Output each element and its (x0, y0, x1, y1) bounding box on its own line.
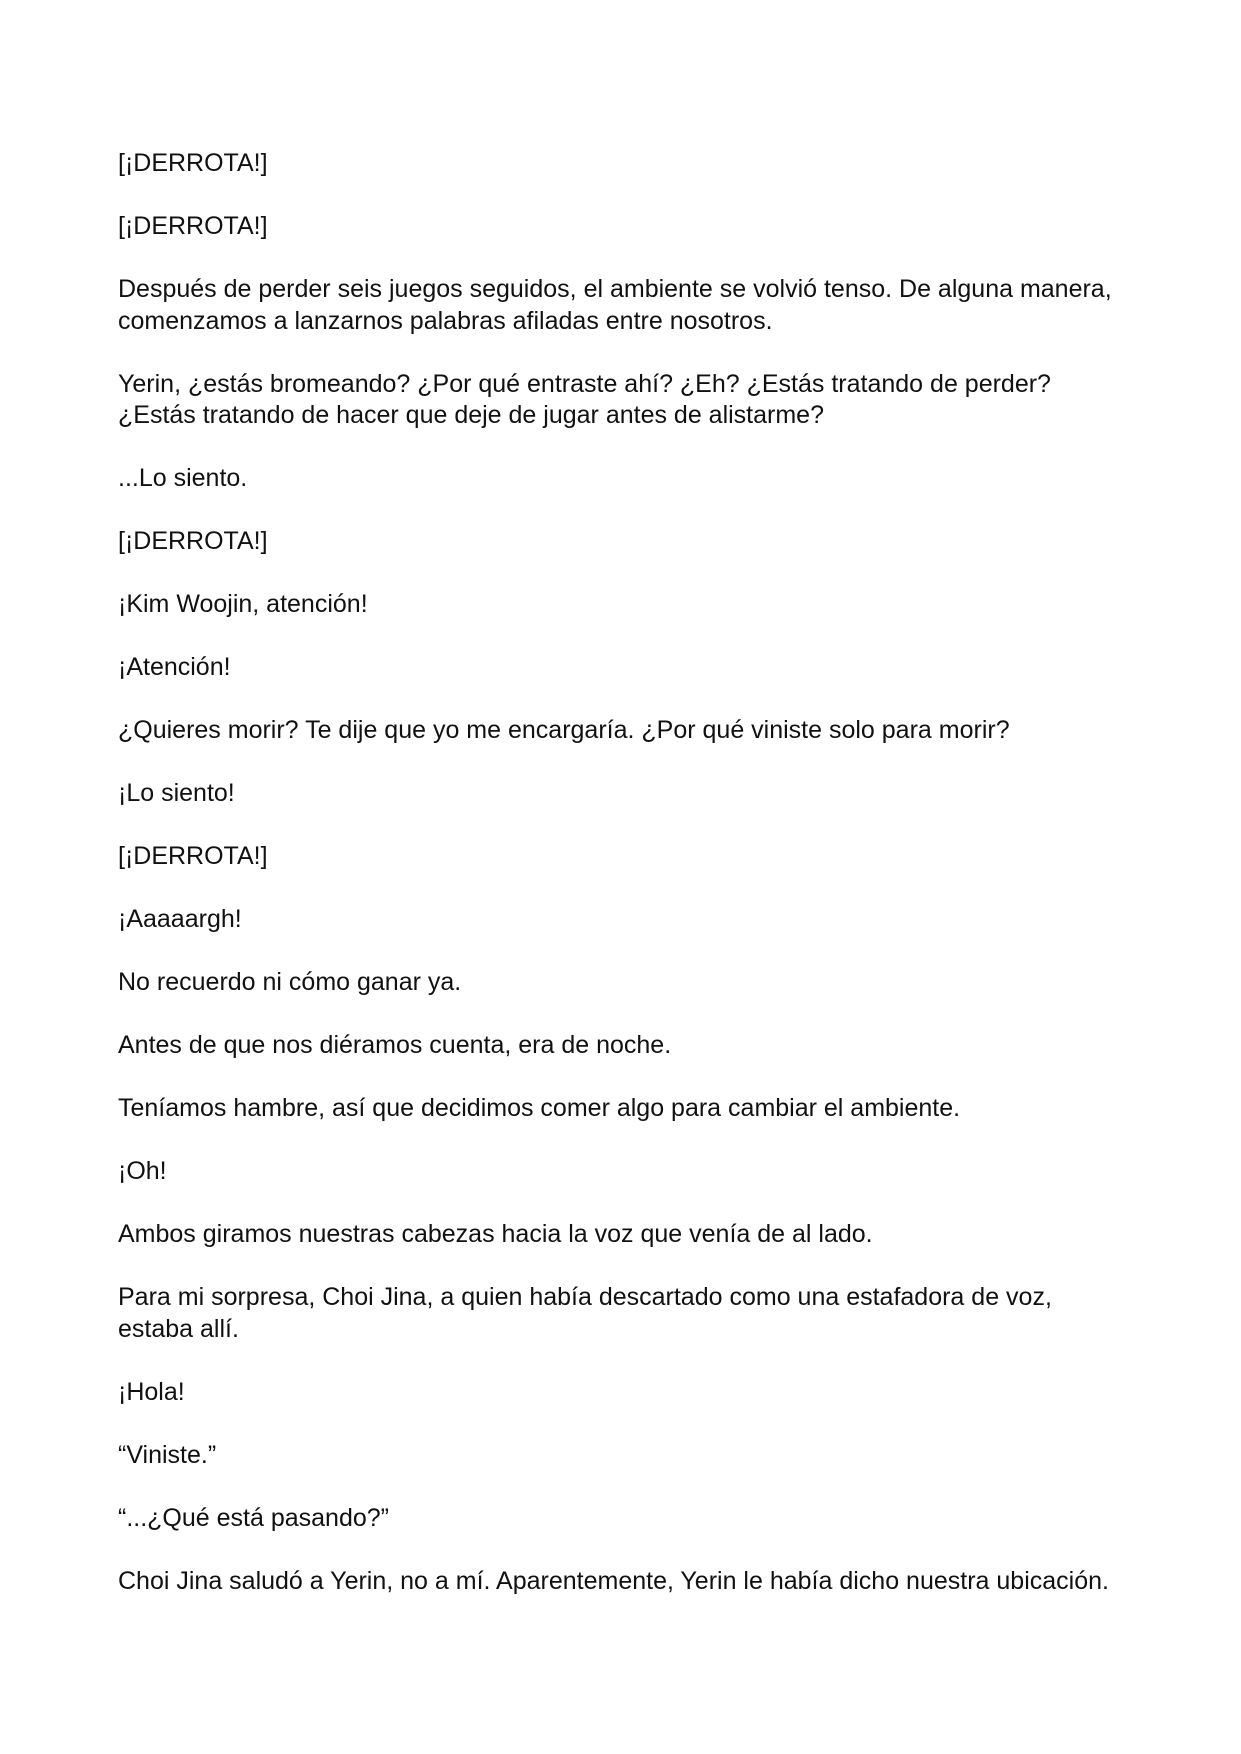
paragraph: ¡Oh! (118, 1157, 167, 1185)
paragraph: Teníamos hambre, así que decidimos comer algo para cambiar el ambiente. (118, 1094, 961, 1122)
paragraph: [¡DERROTA!] (118, 212, 268, 240)
paragraph: ¿Quieres morir? Te dije que yo me encargaría. ¿Por qué viniste solo para morir? (118, 716, 1010, 744)
paragraph: [¡DERROTA!] (118, 842, 268, 870)
paragraph: Ambos giramos nuestras cabezas hacia la voz que venía de al lado. (118, 1220, 873, 1248)
paragraph: “Viniste.” (118, 1440, 217, 1469)
paragraph: ¡Lo siento! (118, 779, 235, 807)
paragraph: Choi Jina saludó a Yerin, no a mí. Aparentemente, Yerin le había dicho nuestra ubicación. (118, 1566, 1109, 1595)
paragraph: [¡DERROTA!] (118, 527, 268, 555)
paragraph: [¡DERROTA!] (118, 149, 268, 177)
paragraph: ¡Kim Woojin, atención! (118, 590, 368, 618)
paragraph: ...Lo siento. (118, 464, 248, 492)
paragraph: ¡Atención! (118, 653, 231, 681)
paragraph: ¡Aaaaargh! (118, 905, 242, 933)
paragraph: No recuerdo ni cómo ganar ya. (118, 968, 462, 996)
paragraph: ¡Hola! (118, 1377, 185, 1406)
paragraph: “...¿Qué está pasando?” (118, 1503, 389, 1532)
paragraph: Yerin, ¿estás bromeando? ¿Por qué entraste ahí? ¿Eh? ¿Estás tratando de perder? ¿Estás tratando de hacer que deje de jugar antes de alistarme? (118, 369, 1051, 429)
paragraph: Antes de que nos diéramos cuenta, era de noche. (118, 1031, 672, 1059)
document-body (118, 148, 1123, 1629)
paragraph: Después de perder seis juegos seguidos, el ambiente se volvió tenso. De alguna manera, comenzamos a lanzarnos palabras afiladas entre nosotros. (118, 275, 1112, 335)
paragraph: Para mi sorpresa, Choi Jina, a quien había descartado como una estafadora de voz, estaba allí. (118, 1283, 1052, 1343)
